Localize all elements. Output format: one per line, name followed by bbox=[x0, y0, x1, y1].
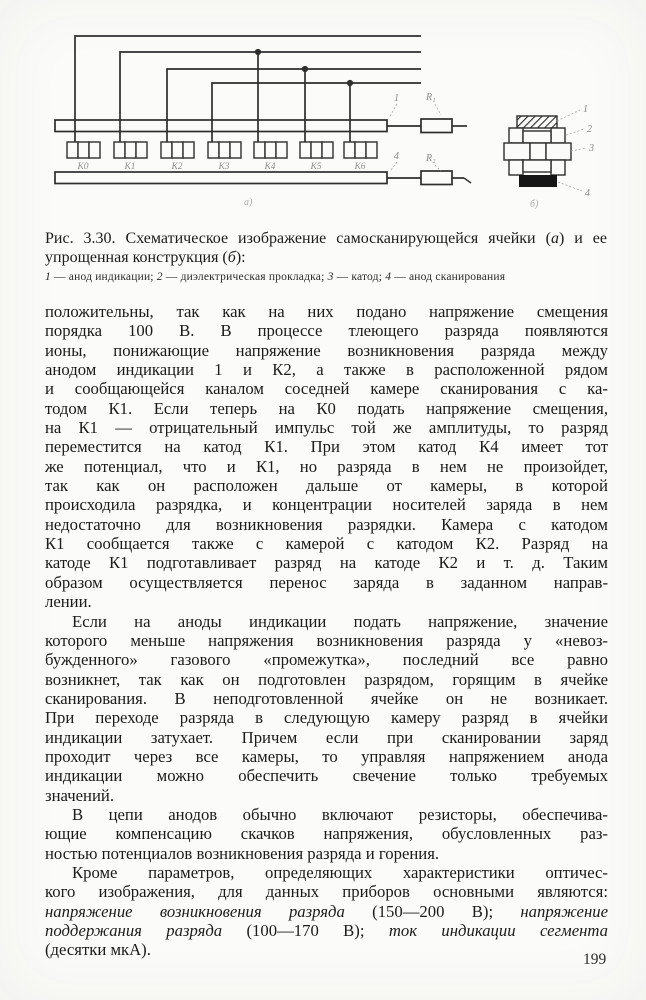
construction-label-2: 2 bbox=[587, 124, 592, 135]
figure-caption bbox=[45, 229, 607, 284]
text-line: (десятки мкА). bbox=[45, 940, 151, 960]
cathode-label-k6: К6 bbox=[354, 162, 366, 172]
scanning-anode-black bbox=[519, 175, 557, 187]
text-line: переместится на катод К1. При этом катод К4 имеет тот bbox=[45, 437, 608, 457]
cathode-label-k3: К3 bbox=[218, 162, 230, 172]
cathode-label-k2: К2 bbox=[171, 162, 183, 172]
text-line: так как он расположен дальше от камеры, в которой bbox=[45, 476, 608, 496]
text-line: К1 сообщается также с камерой с катодом К2. Разряд на bbox=[45, 534, 608, 554]
text-line: положительны, так как на них подано напряжение смещения bbox=[45, 302, 608, 321]
indication-anode-hatched bbox=[517, 116, 557, 128]
page-number: 199 bbox=[583, 951, 607, 968]
text-line: значений. bbox=[45, 785, 115, 805]
indication-anode-bar bbox=[55, 119, 467, 133]
text-line: индикации затухает. Причем если при сканировании заряд bbox=[45, 727, 608, 747]
text-line: недостаточно для возникновения разрядки. Камера с катодом bbox=[45, 514, 608, 534]
text-line: лении. bbox=[45, 592, 92, 612]
text-line: сканирования. В неподготовленной ячейке он не возникает. bbox=[45, 688, 608, 708]
subfigure-label-b: б) bbox=[530, 199, 539, 210]
text-line: поддержания разряда (100—170 В); ток индикации сегмента bbox=[45, 921, 608, 940]
resistor-label-r1: R₁ bbox=[426, 92, 436, 103]
figure-3-30-diagram bbox=[0, 0, 646, 228]
text-line: тодом К1. Если теперь на К0 подать напряжение смещения, bbox=[45, 398, 608, 418]
text-line: катоде К1 подготавливает разряд на катоде К2 и т. д. Таким bbox=[45, 553, 608, 573]
cathode-block-left bbox=[504, 143, 530, 160]
bus-junction-dots bbox=[255, 49, 353, 86]
part-label-4: 4 bbox=[394, 151, 399, 162]
text-line: на К1 — отрицательный импульс той же амплитуды, то разряд bbox=[45, 418, 608, 438]
cathode-labels bbox=[76, 162, 365, 172]
text-line: же потенциал, что и К1, но разряда в нем не произойдет, bbox=[45, 456, 608, 476]
cathode-block-center bbox=[530, 143, 546, 160]
cathode-label-k0: К0 bbox=[77, 162, 89, 172]
subfigure-label-a: а) bbox=[244, 197, 253, 208]
text-line: В цепи анодов обычно включают резисторы, обеспечива- bbox=[72, 804, 608, 824]
text-line: индикации можно обеспечить свечение только требуемых bbox=[45, 766, 608, 786]
text-line: и сообщающейся каналом соседней камере сканирования с ка- bbox=[45, 379, 608, 399]
text-line: ионы, понижающие напряжение возникновения разряда между bbox=[45, 340, 608, 360]
cathode-label-k1: К1 bbox=[124, 162, 136, 172]
caption-line-1: Рис. 3.30. Схематическое изображение самосканирующейся ячейки (а) и ее bbox=[45, 230, 608, 247]
part-label-1: 1 bbox=[394, 93, 399, 104]
text-line: ностью потенциалов возникновения разряда и горения. bbox=[45, 843, 440, 863]
text-line: Кроме параметров, определяющих характеристики оптичес- bbox=[72, 862, 608, 882]
text-line: бужденного» газового «промежутка», последний все равно bbox=[45, 650, 608, 670]
text-line: анодом индикации 1 и К2, а также в расположенной рядом bbox=[45, 360, 608, 380]
cathode-groups bbox=[67, 142, 377, 158]
text-line: порядка 100 В. В процессе тлеющего разряда появляются bbox=[45, 321, 608, 341]
construction-label-4: 4 bbox=[585, 188, 590, 199]
construction-label-3: 3 bbox=[589, 143, 594, 154]
resistor-r1 bbox=[421, 119, 452, 133]
text-line: проходит через все камеры, то управляя напряжением анода bbox=[45, 746, 608, 766]
text-line: образом осуществляется перенос заряда в заданном направ- bbox=[45, 572, 608, 592]
body-text bbox=[45, 302, 608, 960]
text-line: происходила разрядка, и концентрации носителей заряда в нем bbox=[45, 495, 608, 515]
scanning-anode-bar bbox=[55, 171, 471, 185]
resistor-label-r2: R₂ bbox=[426, 153, 436, 164]
text-line: которого меньше напряжения возникновения разряда у «невоз- bbox=[45, 630, 608, 650]
resistor-r2 bbox=[421, 171, 452, 185]
text-line: При переходе разряда в следующую камеру разряд в ячейки bbox=[45, 708, 608, 728]
figure-legend: 1 — анод индикации; 2 — диэлектрическая прокладка; 3 — катод; 4 — анод сканирования bbox=[45, 271, 506, 283]
cathode-block-right bbox=[546, 143, 571, 160]
construction-label-1: 1 bbox=[583, 104, 588, 115]
text-line: Если на аноды индикации подать напряжение, значение bbox=[72, 611, 608, 631]
cathode-label-k5: К5 bbox=[310, 162, 322, 172]
cathode-label-k4: К4 bbox=[264, 162, 276, 172]
text-line: кого изображения, для данных приборов основными являются: bbox=[45, 882, 608, 902]
construction-cross-section bbox=[504, 104, 594, 210]
text-line: напряжение возникновения разряда (150—200 В); напряжение bbox=[45, 901, 608, 921]
text-line: возникнет, так как он подготовлен разрядом, горящим в ячейке bbox=[45, 669, 608, 689]
text-line: ющие компенсацию скачков напряжения, обусловленных раз- bbox=[45, 824, 608, 844]
caption-line-2: упрощенная конструкция (б): bbox=[45, 249, 246, 266]
